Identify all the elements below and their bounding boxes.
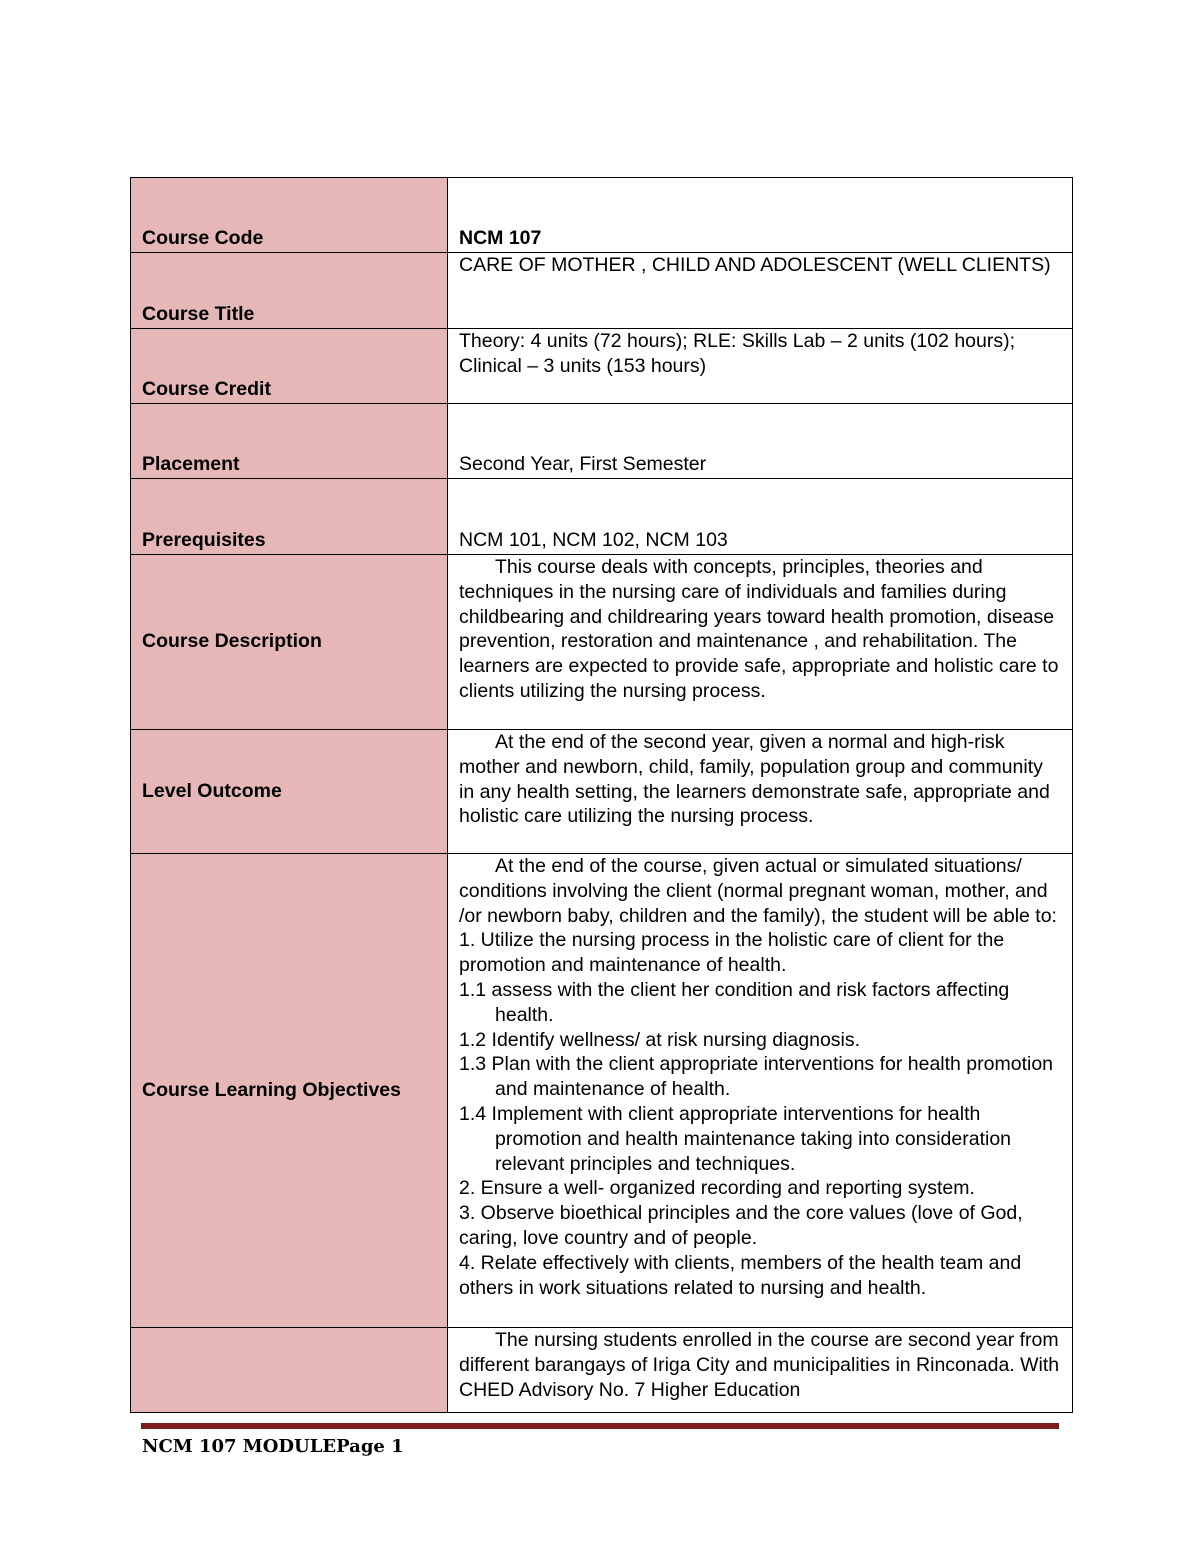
objective-item: 3. Observe bioethical principles and the core values (love of God, caring, love country and of people. bbox=[459, 1202, 1023, 1249]
table-row bbox=[131, 253, 1073, 329]
course-title-value: CARE OF MOTHER , CHILD AND ADOLESCENT (WELL CLIENTS) bbox=[448, 253, 1073, 329]
table-row bbox=[131, 555, 1073, 730]
table-row bbox=[131, 854, 1073, 1328]
course-info-table bbox=[130, 177, 1073, 1413]
table-row bbox=[131, 479, 1073, 555]
empty-label bbox=[131, 1328, 448, 1413]
objective-item: 1.1 assess with the client her condition and risk factors affecting health. bbox=[459, 978, 1010, 1026]
table-row bbox=[131, 329, 1073, 404]
course-title-label: Course Title bbox=[131, 253, 448, 329]
course-credit-label: Course Credit bbox=[131, 329, 448, 404]
objectives-intro: At the end of the course, given actual or simulated situations/ conditions involving the client (normal pregnant woman, mother, and /or newborn baby, children and the family), the student will be able to: 1. Utilize the nursing process in the holistic care of client for the promotion and maintenance of health. bbox=[459, 855, 1057, 977]
course-credit-value: Theory: 4 units (72 hours); RLE: Skills Lab – 2 units (102 hours); Clinical – 3 units (153 hours) bbox=[448, 329, 1073, 404]
placement-label: Placement bbox=[131, 404, 448, 479]
course-context-value: The nursing students enrolled in the course are second year from different barangays of Iriga City and municipalities in Rinconada. With CHED Advisory No. 7 Higher Education bbox=[448, 1328, 1073, 1413]
table-row bbox=[131, 730, 1073, 854]
prerequisites-value: NCM 101, NCM 102, NCM 103 bbox=[448, 479, 1073, 555]
footer-rule bbox=[141, 1423, 1059, 1429]
prerequisites-label: Prerequisites bbox=[131, 479, 448, 555]
course-code-label: Course Code bbox=[131, 178, 448, 253]
objective-item: 1.4 Implement with client appropriate interventions for health promotion and health maintenance taking into consideration relevant principles and techniques. bbox=[459, 1102, 1012, 1175]
table-row bbox=[131, 404, 1073, 479]
placement-value: Second Year, First Semester bbox=[448, 404, 1073, 479]
course-code-value: NCM 107 bbox=[448, 178, 1073, 253]
course-description-label: Course Description bbox=[131, 555, 448, 730]
level-outcome-label: Level Outcome bbox=[131, 730, 448, 854]
course-learning-objectives-label: Course Learning Objectives bbox=[131, 854, 448, 1328]
objective-item: 2. Ensure a well- organized recording and reporting system. bbox=[459, 1177, 975, 1200]
objective-item: 1.3 Plan with the client appropriate interventions for health promotion and maintenance of health. bbox=[459, 1053, 1054, 1101]
course-learning-objectives-value bbox=[448, 854, 1073, 1328]
course-description-value: This course deals with concepts, principles, theories and techniques in the nursing care of individuals and families during childbearing and childrearing years toward health promotion, disease prevention, restoration and maintenance , and rehabilitation. The learners are expected to provide safe, appropriate and holistic care to clients utilizing the nursing process. bbox=[448, 555, 1073, 730]
footer-page-label: NCM 107 MODULEPage 1 bbox=[142, 1436, 404, 1457]
objective-item: 4. Relate effectively with clients, members of the health team and others in work situations related to nursing and health. bbox=[459, 1251, 1022, 1299]
table-row bbox=[131, 178, 1073, 253]
objective-item: 1.2 Identify wellness/ at risk nursing diagnosis. bbox=[459, 1028, 861, 1051]
table-row bbox=[131, 1328, 1073, 1413]
level-outcome-value: At the end of the second year, given a normal and high-risk mother and newborn, child, family, population group and community in any health setting, the learners demonstrate safe, appropriate and holistic care utilizing the nursing process. bbox=[448, 730, 1073, 854]
